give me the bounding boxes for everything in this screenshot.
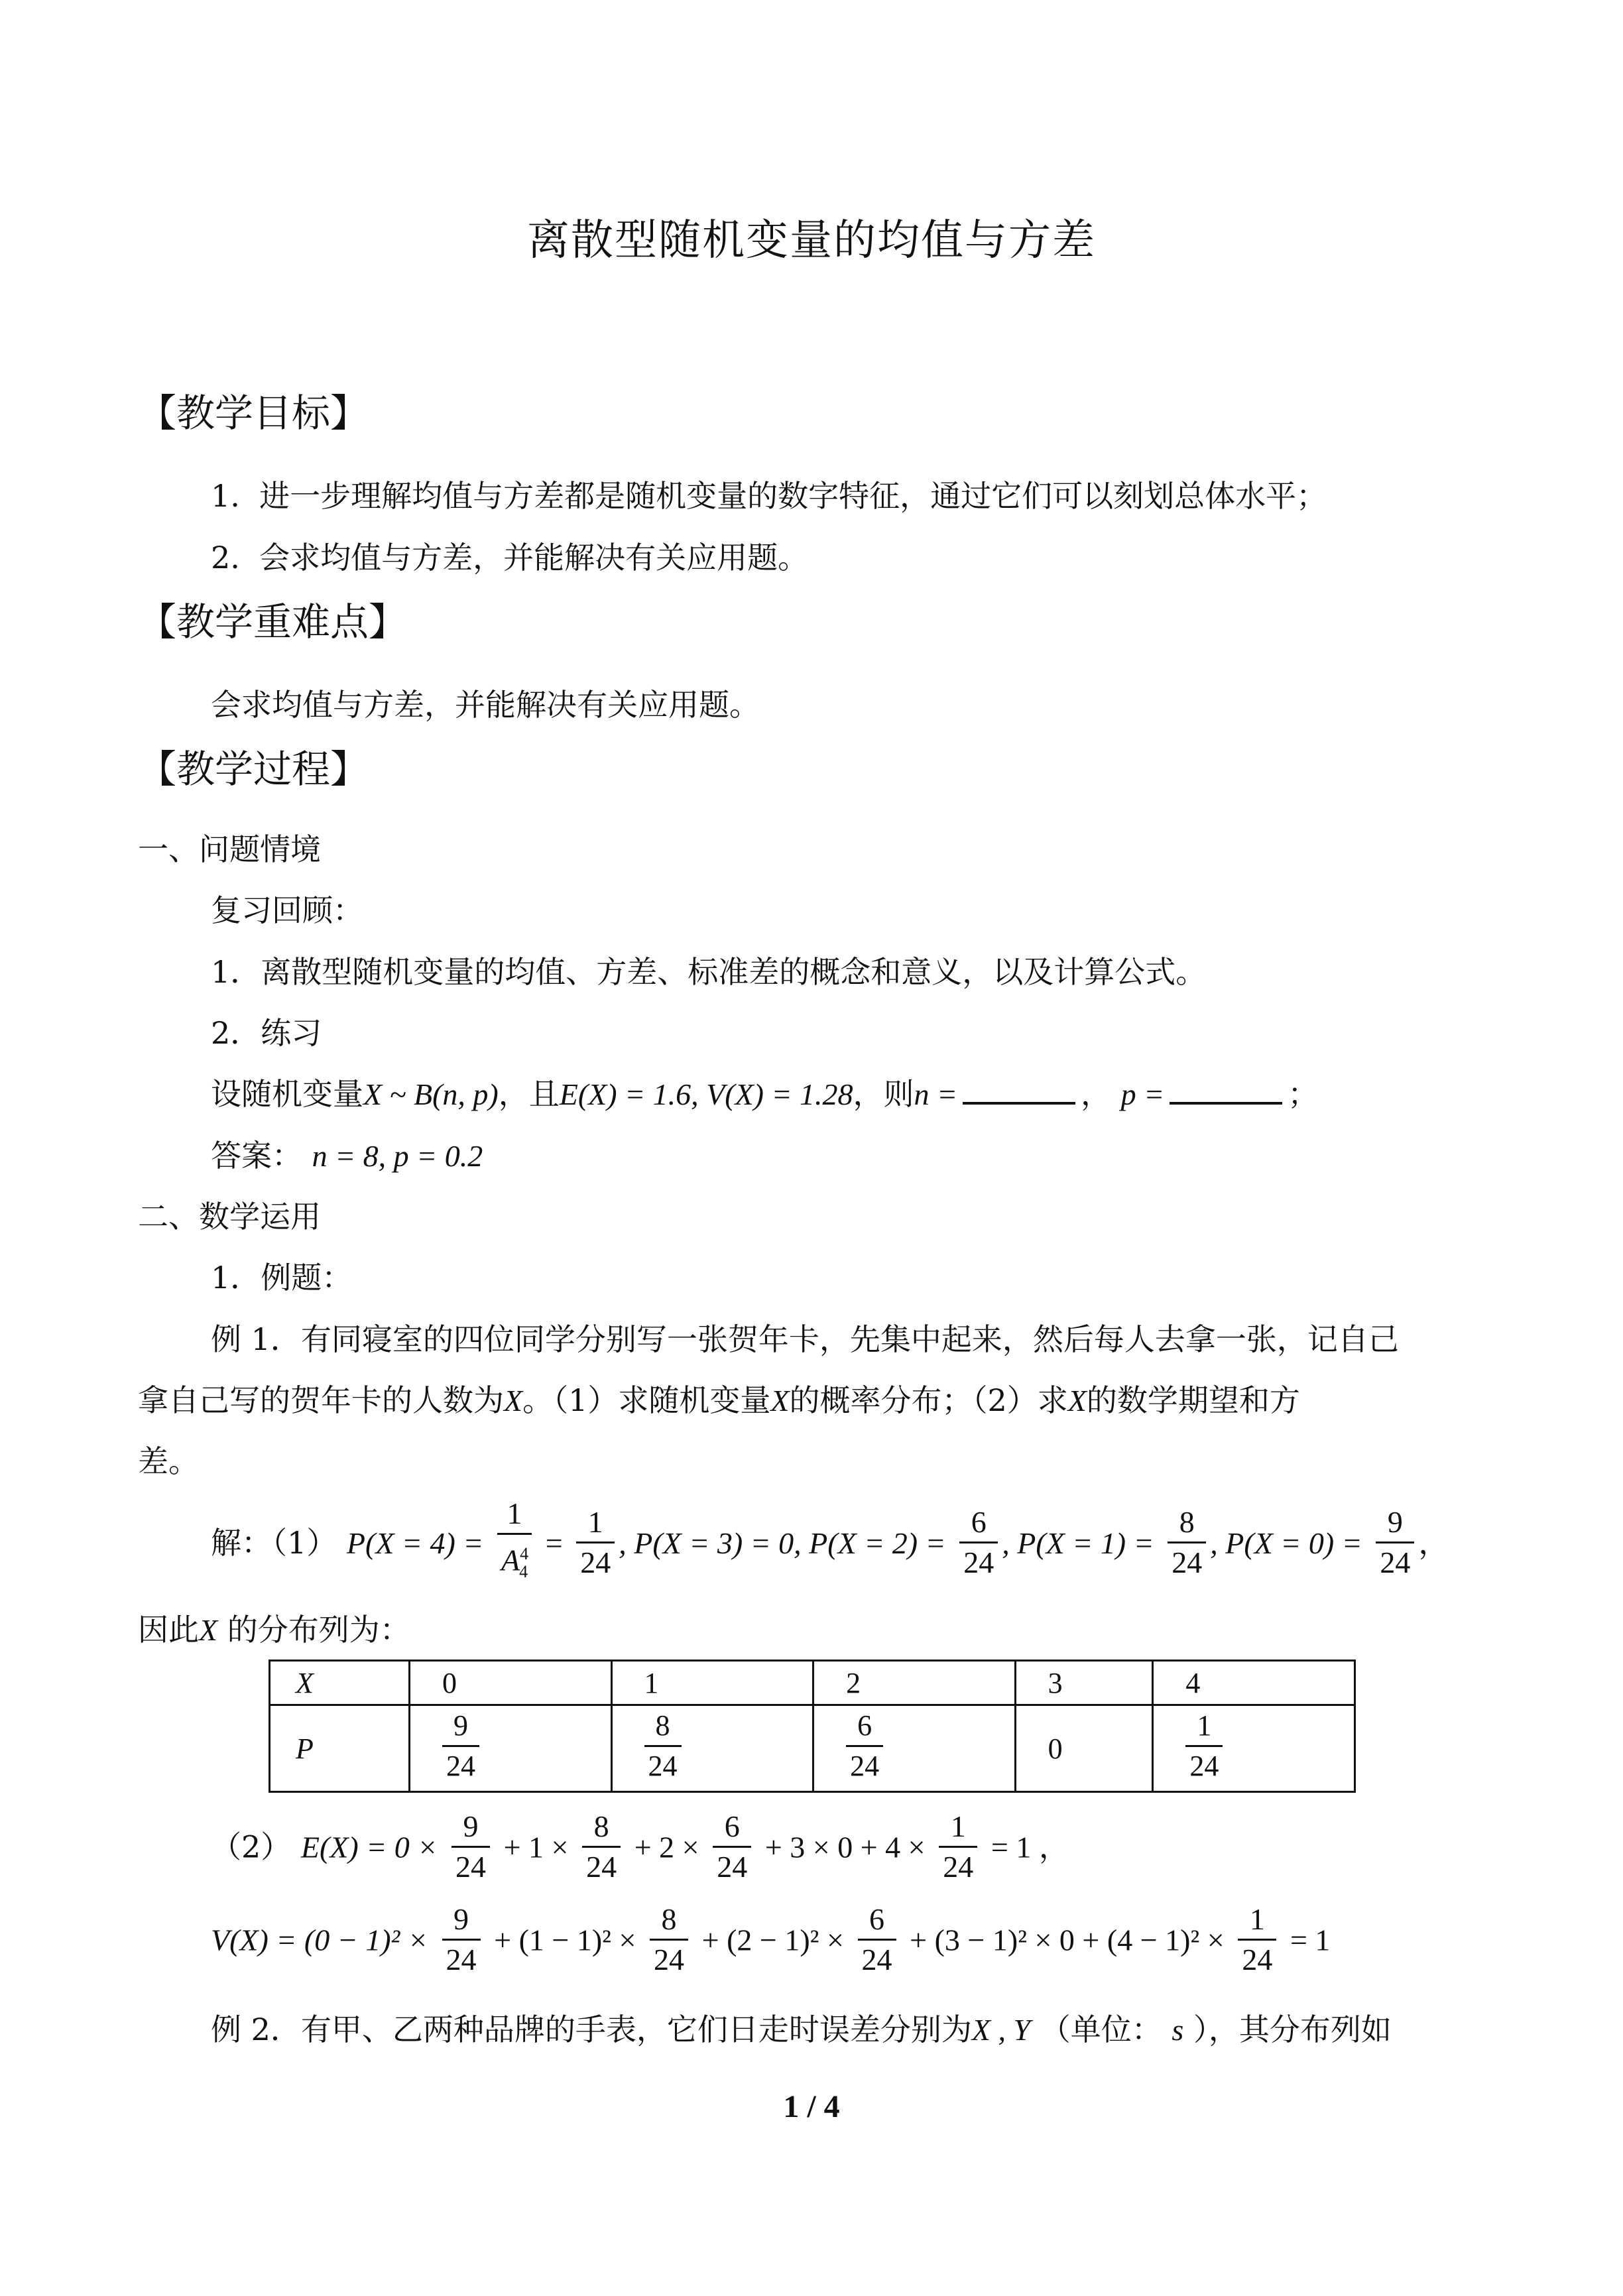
exercise-n: n = xyxy=(914,1077,958,1111)
solution-label: 解：（1） xyxy=(211,1524,337,1561)
p4-lhs: P(X = 4) = xyxy=(346,1526,484,1560)
goal-item-1 xyxy=(211,474,1327,518)
table-label-p: P xyxy=(270,1705,410,1792)
example1-line2-c: 。（1）求随机变量 xyxy=(522,1382,771,1418)
p4-equals: = xyxy=(545,1526,563,1560)
expectation-fraction-1: $\frac{9}{24}$ xyxy=(451,1807,490,1886)
exercise-then: ，则 xyxy=(853,1076,914,1112)
exercise-and: ，且 xyxy=(498,1076,560,1112)
table-row xyxy=(270,1661,1355,1705)
example1-line2-e: 的概率分布；（2）求 xyxy=(789,1382,1068,1418)
exercise-prefix: 设随机变量 xyxy=(211,1076,363,1112)
review-item-1: 1．离散型随机变量的均值、方差、标准差的概念和意义，以及计算公式。 xyxy=(211,954,1207,990)
p1-lhs: , P(X = 1) = xyxy=(1002,1526,1154,1560)
key-heading: 【教学重难点】 xyxy=(138,599,408,644)
example1-line2 xyxy=(138,1378,1300,1423)
goal-item-2 xyxy=(211,536,808,579)
table-cell-p0: $\frac{9}{24}$ xyxy=(410,1705,612,1792)
p2-fraction: $\frac{6}{24}$ xyxy=(959,1503,998,1582)
variance-fraction-4: $\frac{1}{24}$ xyxy=(1238,1900,1276,1979)
solution-end: ， xyxy=(1418,1524,1449,1561)
key-text: 会求均值与方差，并能解决有关应用题。 xyxy=(211,687,760,723)
exercise-line xyxy=(211,1072,1318,1117)
examples-label: 1．例题： xyxy=(211,1260,353,1296)
expectation-fraction-3: $\frac{6}{24}$ xyxy=(713,1807,751,1886)
variance-fraction-3: $\frac{6}{24}$ xyxy=(858,1900,896,1979)
answer-line xyxy=(211,1134,483,1178)
example2-vars: X , Y xyxy=(971,2013,1031,2047)
table-header-4: 4 xyxy=(1153,1661,1355,1705)
example1-line2-g: 的数学期望和方 xyxy=(1086,1382,1300,1418)
table-cell-p2: $\frac{6}{24}$ xyxy=(813,1705,1016,1792)
page-title: 离散型随机变量的均值与方差 xyxy=(527,216,1096,265)
goals-heading: 【教学目标】 xyxy=(138,391,369,436)
exercise-end: ； xyxy=(1288,1076,1319,1112)
p0-fraction: $\frac{9}{24}$ xyxy=(1376,1503,1414,1582)
example2-unit: s xyxy=(1172,2013,1184,2047)
review-item-2: 2．练习 xyxy=(211,1015,322,1051)
table-row xyxy=(270,1705,1355,1792)
answer-value: n = 8, p = 0.2 xyxy=(312,1139,483,1173)
distribution-table xyxy=(269,1660,1356,1793)
p4-fraction-2: $\frac{1}{24}$ xyxy=(576,1503,615,1582)
expectation-fraction-2: $\frac{8}{24}$ xyxy=(582,1807,621,1886)
table-header-3: 3 xyxy=(1015,1661,1153,1705)
p1-fraction: $\frac{8}{24}$ xyxy=(1168,1503,1206,1582)
example1-line3: 差。 xyxy=(138,1443,199,1479)
p0-lhs: , P(X = 0) = xyxy=(1210,1526,1362,1560)
p3-p2-text: , P(X = 3) = 0, P(X = 2) = xyxy=(619,1526,946,1560)
goal-item-1-number: 1. xyxy=(211,478,240,514)
example1-x3: X xyxy=(1067,1384,1087,1418)
goal-item-2-number: 2. xyxy=(211,540,240,575)
exercise-distribution: X ~ B(n, p) xyxy=(363,1077,499,1111)
variance-fraction-2: $\frac{8}{24}$ xyxy=(650,1900,688,1979)
answer-label: 答案： xyxy=(211,1138,302,1174)
example1-x1: X xyxy=(504,1384,523,1418)
table-header-x: X xyxy=(270,1661,410,1705)
process-heading: 【教学过程】 xyxy=(138,747,369,792)
example1-x2: X xyxy=(770,1384,790,1418)
example2-line: 例 2．有甲、乙两种品牌的手表，它们日走时误差分别为X , Y （单位： s ），其分布列如 xyxy=(211,2012,1392,2047)
review-label: 复习回顾： xyxy=(211,892,363,928)
goal-item-1-text: 进一步理解均值与方差都是随机变量的数字特征，通过它们可以刻划总体水平； xyxy=(259,478,1327,514)
p-blank[interactable] xyxy=(1170,1075,1282,1105)
n-blank[interactable] xyxy=(963,1075,1075,1105)
exercise-condition: E(X) = 1.6, V(X) = 1.28 xyxy=(559,1077,853,1111)
distribution-x: X xyxy=(199,1613,218,1647)
exercise-comma: ， xyxy=(1081,1076,1112,1112)
part2-heading: 二、数学运用 xyxy=(138,1199,321,1235)
example1-line1: 例 1．有同寝室的四位同学分别写一张贺年卡，先集中起来，然后每人去拿一张，记自己 xyxy=(211,1321,1399,1357)
expectation-fraction-4: $\frac{1}{24}$ xyxy=(939,1807,977,1886)
table-header-2: 2 xyxy=(813,1661,1016,1705)
table-cell-p1: $\frac{8}{24}$ xyxy=(611,1705,813,1792)
solution-line xyxy=(211,1497,1449,1594)
table-header-0: 0 xyxy=(410,1661,612,1705)
page-number: 1 / 4 xyxy=(783,2089,840,2124)
example1-line2-a: 拿自己写的贺年卡的人数为 xyxy=(138,1382,504,1418)
table-cell-p3: 0 xyxy=(1015,1705,1153,1792)
table-cell-p4: $\frac{1}{24}$ xyxy=(1153,1705,1355,1792)
table-header-1: 1 xyxy=(611,1661,813,1705)
part1-heading: 一、问题情境 xyxy=(138,831,321,867)
expectation-label: （2） xyxy=(211,1829,292,1865)
exercise-p: p = xyxy=(1120,1077,1165,1111)
p4-fraction: $\frac{1}{A^4_4}$ xyxy=(497,1494,532,1591)
goal-item-2-text: 会求均值与方差，并能解决有关应用题。 xyxy=(259,540,809,575)
variance-fraction-1: $\frac{9}{24}$ xyxy=(442,1900,481,1979)
expectation-line: （2） E(X) = 0 × $\frac{9}{24}$ + 1 × $\frac{8}{24}$ + 2 × $\frac{6}{24}$ + 3 × 0 + 4 × $\frac{1}{24}$ = 1 ， xyxy=(211,1810,1069,1889)
variance-line: V(X) = (0 − 1)² × $\frac{9}{24}$ + (1 − 1)² × $\frac{8}{24}$ + (2 − 1)² × $\frac{6}{24}$ + (3 − 1)² × 0 + (4 − 1)² × $\frac{1}{24}$ = 1 xyxy=(211,1903,1330,1982)
distribution-intro: 因此X 的分布列为： xyxy=(138,1612,410,1648)
